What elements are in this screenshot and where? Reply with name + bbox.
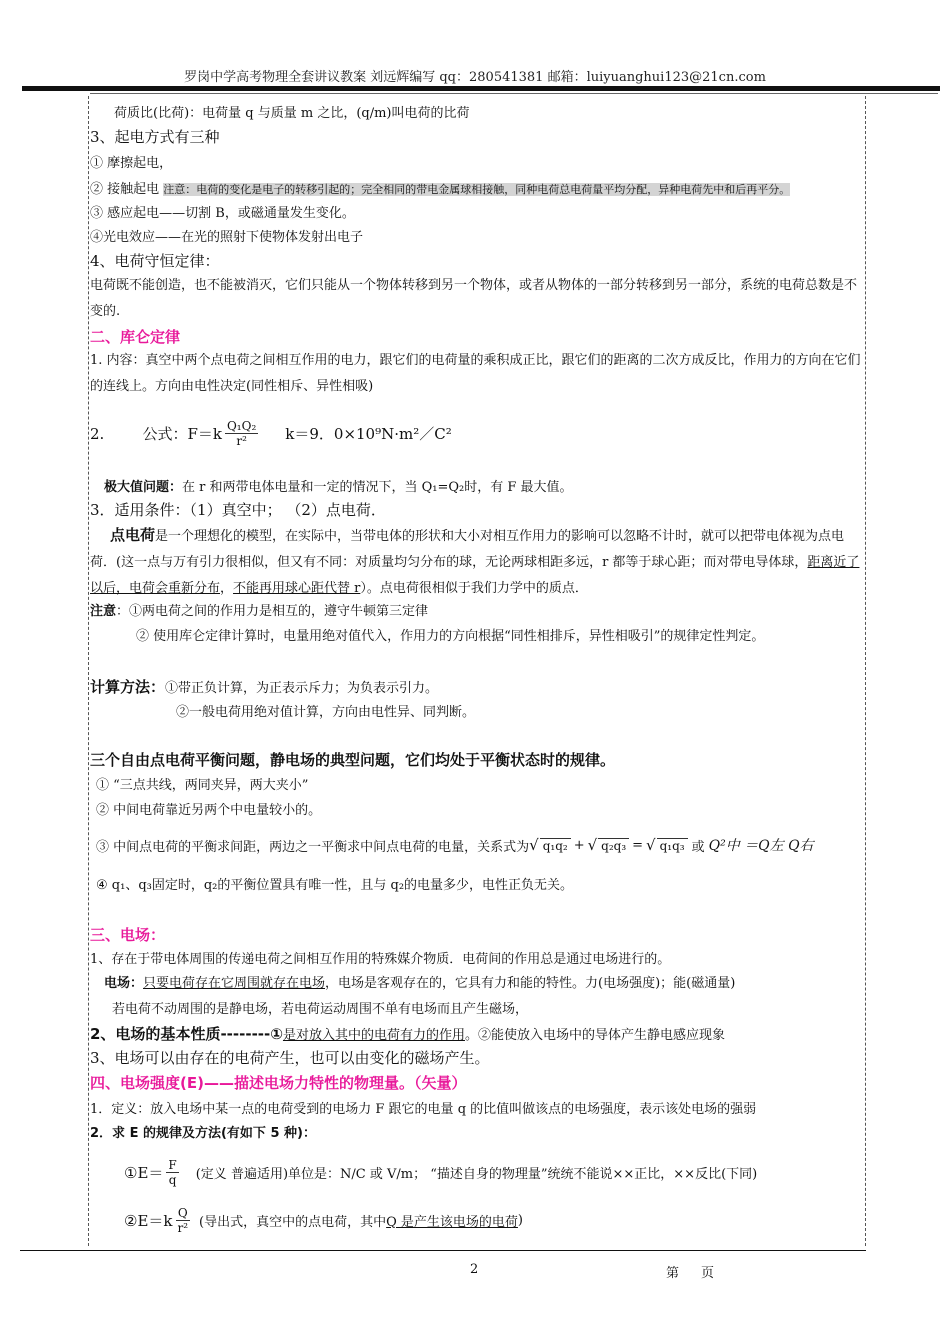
- field-text: ，电场是客观存在的，它具有力和能的特性。力(电场强度)；能(磁通量): [325, 976, 736, 991]
- formula-numerator: Q₁Q₂: [226, 418, 257, 433]
- page-header: 罗岗中学高考物理全套讲议教案 刘远辉编写 qq：280541381 邮箱：luiyuanghui123@21cn.com: [184, 70, 766, 85]
- or-word: 或: [691, 839, 705, 855]
- field-sources: 3、电场可以由存在的电荷产生，也可以由变化的磁场产生。: [90, 1049, 490, 1067]
- sqrt-icon: √: [529, 836, 539, 854]
- point-charge-text: 是一个理想化的模型，在实际中，当带电体的形状和大小对相互作用力的影响可以忽略不计时，就可以把带电体视为点电荷．(这一点与万有引力很相似，但又有不同：对质量均匀分布的球，无论两球相距多远，r 都等于球心距；而对带电导体球，: [90, 529, 845, 570]
- calculation-method: [90, 676, 438, 697]
- note-label: 注意: [90, 604, 117, 619]
- max-value-problem: [104, 476, 573, 495]
- max-value-label: 极大值问题：: [104, 480, 183, 495]
- three-charge-rule-4: ④ q₁、q₃固定时，q₂的平衡位置具有唯一性，且与 q₂的电量多少，电性正负无关。: [96, 878, 574, 893]
- max-value-text: 在 r 和两带电体电量和一定的情况下，当 Q₁=Q₂时，有 F 最大值。: [182, 480, 573, 495]
- sqrt-icon: √: [587, 836, 598, 854]
- three-charge-rule-3: [96, 833, 814, 857]
- basic-property-text: 。②能使放入电场中的导体产生静电感应现象: [464, 1028, 725, 1043]
- e-point-numerator: Q: [176, 1206, 191, 1221]
- field-basic-property: [90, 1023, 725, 1044]
- basic-property-label: 2、电场的基本性质--------①: [90, 1025, 283, 1043]
- three-charge-rule-2: ② 中间电荷靠近另两个中电量较小的。: [96, 803, 322, 818]
- three-charge-rule-1: ① “三点共线，两同夹异，两大夹小”: [96, 778, 309, 793]
- formula-lhs: F＝k: [187, 424, 222, 443]
- field-definition: 1、存在于带电体周围的传递电荷之间相互作用的特殊媒介物质．电荷间的作用总是通过电场进行的。: [90, 952, 671, 967]
- note-text: ：①两电荷之间的作用力是相互的，遵守牛顿第三定律: [116, 604, 429, 619]
- static-field-note: 若电荷不动周围的是静电场，若电荷运动周围不单有电场而且产生磁场，: [112, 1002, 529, 1017]
- calc-method-label: 计算方法：: [90, 678, 166, 696]
- charge-mass-ratio: 荷质比(比荷)：电荷量 q 与质量 m 之比，(q/m)叫电荷的比荷: [114, 106, 470, 121]
- coulomb-heading: 二、库仑定律: [90, 328, 181, 346]
- sqrt-q1q2: q₁q₂: [540, 838, 571, 853]
- conservation-text: 电荷既不能创造，也不能被消灭，它们只能从一个物体转移到另一个物体，或者从物体的一部分转移到另一部分，系统的电荷总数是不变的.: [90, 278, 858, 319]
- coulomb-content: 1. 内容：真空中两个点电荷之间相互作用的电力，跟它们的电荷量的乘积成正比，跟它们的距离的二次方成反比，作用力的方向在它们的连线上。方向由电性决定(同性相斥、异性相吸): [90, 353, 861, 394]
- point-charge-underline-1: 距离近了以后，电荷会重新分布: [90, 555, 860, 596]
- point-charge-underline-2: 不能再用球心距代替 r: [233, 581, 361, 596]
- applicable-conditions: 3．适用条件：（1）真空中； （2）点电荷．: [90, 501, 386, 519]
- header-rule-thin: [90, 93, 938, 94]
- field-existence: [104, 972, 735, 991]
- field-underline: 只要电荷存在它周围就存在电场: [143, 976, 326, 991]
- field-strength-heading: 四、电场强度(E)——描述电场力特性的物理量。（矢量）: [90, 1074, 467, 1092]
- e-point-close: ): [517, 1212, 523, 1228]
- e-point-denominator: r²: [177, 1220, 189, 1235]
- q-middle-formula: Q²中 ＝Q左 Q右: [708, 838, 814, 854]
- contact-charging-label: ② 接触起电: [90, 182, 164, 197]
- e-definition-fraction: [166, 1158, 178, 1187]
- photoelectric-effect: ④光电效应——在光的照射下使物体发射出电子: [90, 230, 364, 245]
- induction-charging: ③ 感应起电——切割 B，或磁通量发生变化。: [90, 206, 355, 221]
- contact-charging: [90, 178, 790, 197]
- formula-definition-e: [124, 1150, 757, 1194]
- note-newton-third: [90, 600, 428, 619]
- sqrt-q1q3: q₁q₃: [657, 838, 688, 853]
- point-charge-end: ）。点电荷很相似于我们力学中的质点．: [360, 581, 588, 596]
- formula-denominator: r²: [236, 433, 247, 448]
- e-point-underline: Q 是产生该电场的电荷: [386, 1214, 518, 1230]
- equals-sign: =: [632, 837, 644, 853]
- page-label: 第页: [666, 1266, 737, 1281]
- calc-method-2: ②一般电荷用绝对值计算，方向由电性异、同判断。: [176, 705, 476, 720]
- charging-methods-heading: 3、起电方式有三种: [90, 128, 220, 146]
- header-rule: [22, 86, 940, 91]
- calc-method-1: ①带正负计算，为正表示斥力；为负表示引力。: [165, 681, 439, 696]
- plus-sign: +: [573, 837, 585, 853]
- coulomb-constant: k＝9．0×10⁹N·m²／C²: [285, 424, 452, 443]
- formula-fraction: [225, 419, 258, 448]
- e-definition-lhs: ①E＝: [124, 1163, 164, 1182]
- formula-point-charge-e: [124, 1198, 523, 1242]
- page-number: 2: [470, 1262, 479, 1277]
- e-point-text: (导出式，真空中的点电荷，其中: [199, 1214, 387, 1230]
- rule-3-text: ③ 中间点电荷的平衡求间距，两边之一平衡求中间点电荷的电量，关系式为: [96, 839, 530, 855]
- formula-label: 2. 公式：: [90, 424, 188, 443]
- sqrt-q2q3: q₂q₃: [598, 838, 629, 853]
- e-definition-denominator: q: [168, 1172, 177, 1187]
- point-charge-term: 点电荷: [110, 526, 156, 544]
- basic-property-underline: 是对放入其中的电荷有力的作用: [282, 1028, 465, 1043]
- friction-charging: ① 摩擦起电，: [90, 156, 173, 171]
- sqrt-icon: √: [646, 836, 656, 854]
- field-label: 电场：: [104, 976, 144, 991]
- coulomb-formula: [90, 410, 452, 456]
- footer-rule: [20, 1250, 866, 1251]
- point-charge-comma: ，: [220, 581, 234, 596]
- e-definition-numerator: F: [168, 1157, 177, 1172]
- contact-charging-note: 注意：电荷的变化是电子的转移引起的；完全相同的带电金属球相接触，同种电荷总电荷量平均分配，异种电荷先中和后再平分。: [163, 183, 791, 196]
- e-definition-text: (定义 普遍适用)单位是：N/C 或 V/m； “描述自身的物理量”统统不能说××正比，××反比(下同): [195, 1166, 758, 1182]
- point-charge-paragraph: [90, 522, 862, 602]
- field-strength-methods: 2．求 E 的规律及方法(有如下 5 种)：: [90, 1126, 316, 1141]
- e-point-lhs: ②E＝k: [124, 1211, 173, 1230]
- conservation-heading: 4、电荷守恒定律：: [90, 252, 220, 270]
- field-strength-definition: 1．定义：放入电场中某一点的电荷受到的电场力 F 跟它的电量 q 的比值叫做该点的电场强度，表示该处电场的强弱: [90, 1102, 757, 1117]
- note-absolute-value: ② 使用库仑定律计算时，电量用绝对值代入，作用力的方向根据“同性相排斥，异性相吸引”的规律定性判定。: [136, 629, 765, 644]
- electric-field-heading: 三、电场：: [90, 926, 166, 944]
- e-point-fraction: [176, 1206, 191, 1235]
- three-charge-heading: 三个自由点电荷平衡问题，静电场的典型问题，它们均处于平衡状态时的规律。: [90, 751, 616, 769]
